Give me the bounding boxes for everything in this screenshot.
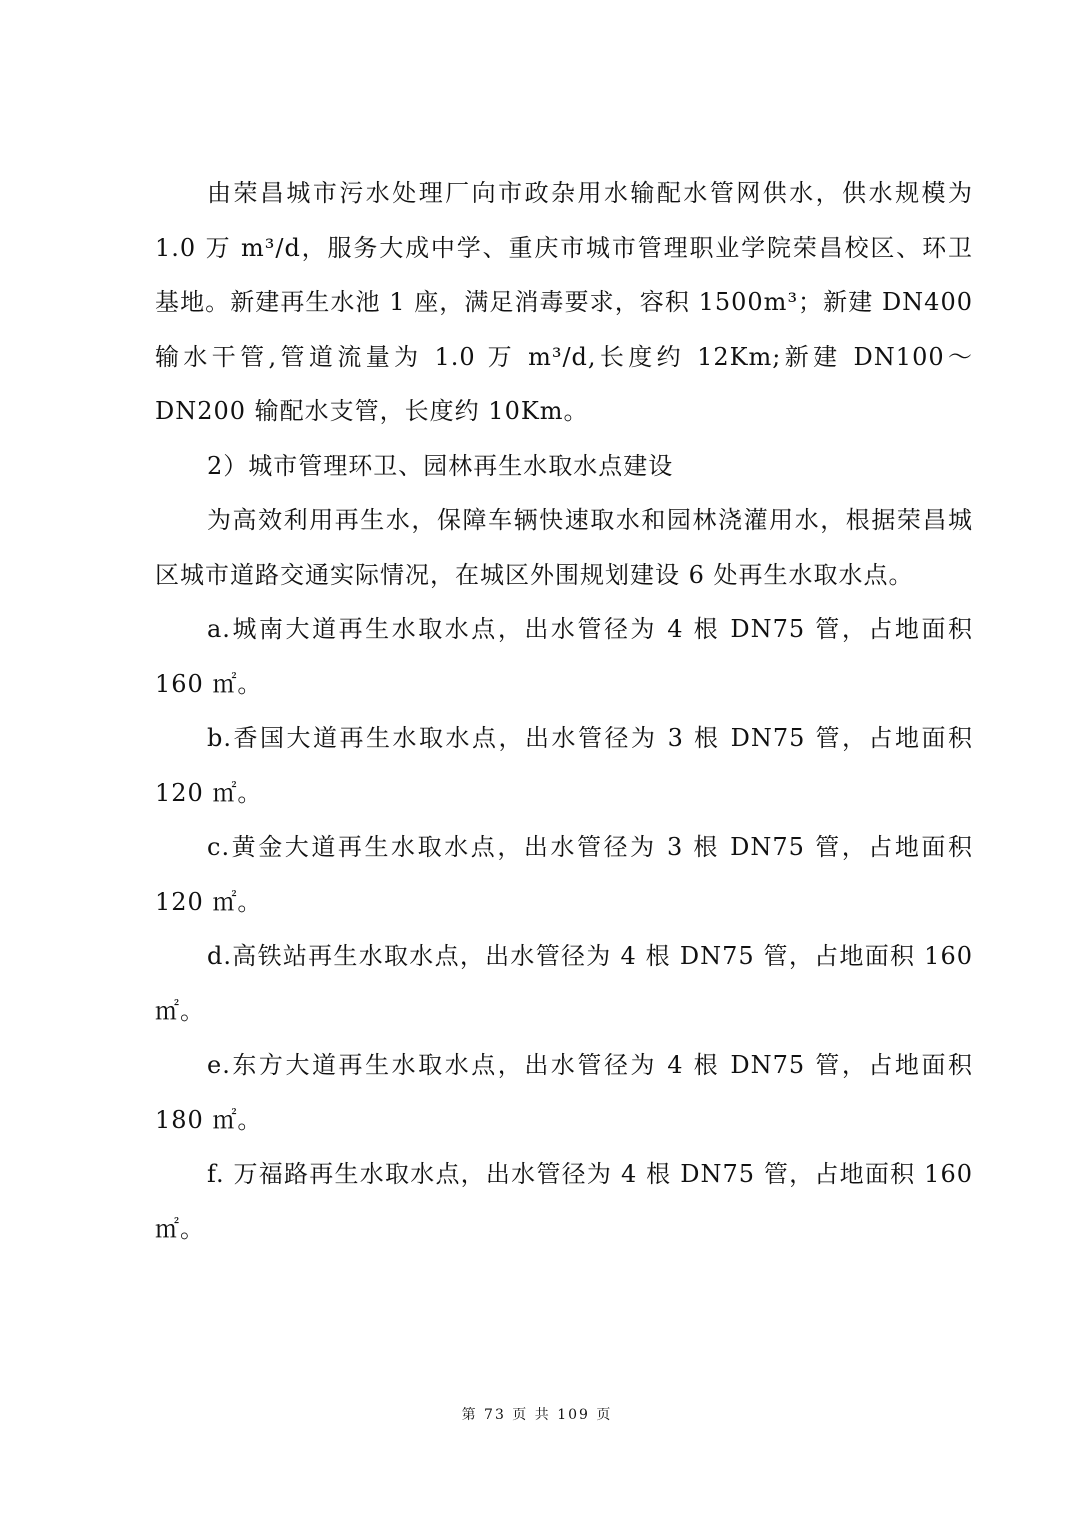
list-item-a: a.城南大道再生水取水点，出水管径为 4 根 DN75 管，占地面积 160 ㎡。 <box>155 615 973 698</box>
list-item-b: b.香国大道再生水取水点，出水管径为 3 根 DN75 管，占地面积 120 ㎡。 <box>155 724 973 807</box>
section-heading: 2）城市管理环卫、园林再生水取水点建设 <box>207 451 674 480</box>
list-item-d: d.高铁站再生水取水点，出水管径为 4 根 DN75 管，占地面积 160 ㎡。 <box>155 942 973 1025</box>
list-item-c: c.黄金大道再生水取水点，出水管径为 3 根 DN75 管，占地面积 120 ㎡。 <box>155 833 973 916</box>
list-item-f: f. 万福路再生水取水点，出水管径为 4 根 DN75 管，占地面积 160 ㎡。 <box>155 1160 973 1243</box>
paragraph-water-supply: 由荣昌城市污水处理厂向市政杂用水输配水管网供水，供水规模为 1.0 万 m³/d，服务大成中学、重庆市城市管理职业学院荣昌校区、环卫基地。新建再生水池 1 座，满足消毒要求，容积 1500m³；新建 DN400 输水干管,管道流量为 1.0 万 m³/d,长度约 12Km;新建 DN100～DN200 输配水支管，长度约 10Km。 <box>155 179 973 425</box>
page-number-footer: 第 73 页 共 109 页 <box>461 1407 613 1423</box>
list-item-e: e.东方大道再生水取水点，出水管径为 4 根 DN75 管，占地面积 180 ㎡。 <box>155 1051 973 1134</box>
body-text <box>155 166 973 1256</box>
paragraph-intake-points: 为高效利用再生水，保障车辆快速取水和园林浇灌用水，根据荣昌城区城市道路交通实际情况，在城区外围规划建设 6 处再生水取水点。 <box>155 506 973 589</box>
